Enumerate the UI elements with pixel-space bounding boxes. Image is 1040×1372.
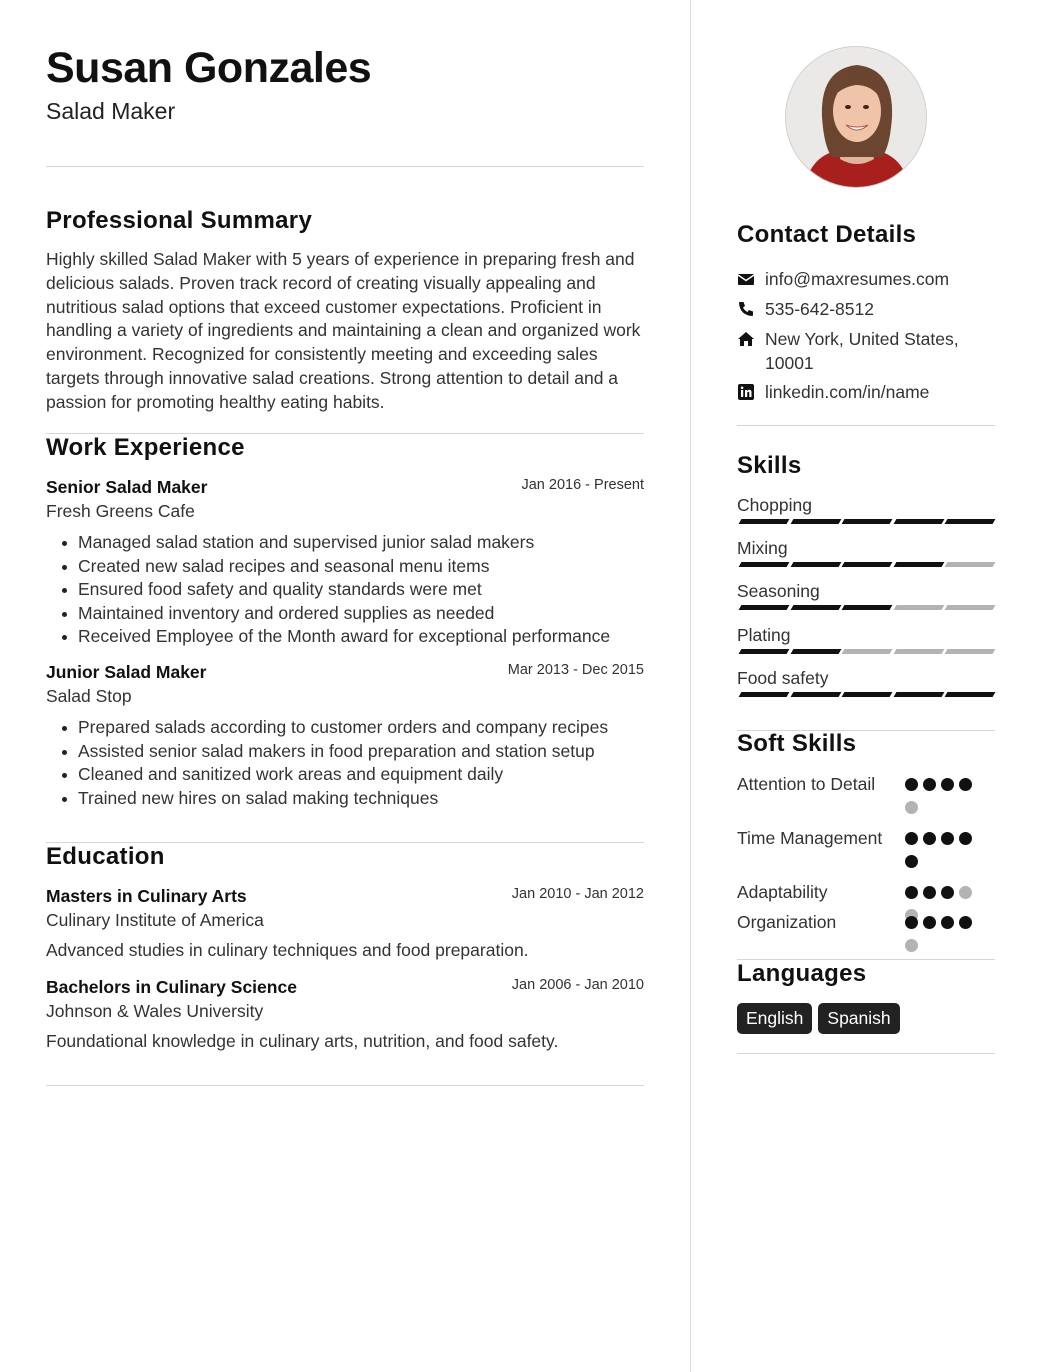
skill-segment [893, 692, 944, 697]
skill-item [737, 625, 995, 661]
skill-name: Seasoning [737, 581, 820, 601]
skill-level-bar [737, 562, 993, 568]
skill-segment [790, 649, 841, 654]
skill-segment [842, 692, 893, 697]
skill-segment [945, 692, 996, 697]
column-divider [690, 0, 691, 1372]
skill-name: Chopping [737, 495, 812, 515]
soft-skill-item [737, 827, 995, 873]
soft-skill-dot [905, 778, 918, 791]
soft-skill-dot [905, 886, 918, 899]
job-company: Fresh Greens Cafe [46, 501, 195, 521]
phone-text: 535-642-8512 [765, 299, 874, 319]
skill-level-bar [737, 692, 993, 698]
summary-text: Highly skilled Salad Maker with 5 years of experience in preparing fresh and delicious salads. Proven track record of creating visually appealing and nutritious salad options that exceed customer expectations. Proficient in handling a variety of ingredients and maintaining a clean and organized work environment. Recognized for consistently meeting and exceeding sales targets through innovative salad creations. Strong attention to detail and a passion for promoting healthy eating habits. [46, 249, 641, 412]
soft-skill-dot [959, 916, 972, 929]
skills-title: Skills [737, 452, 802, 479]
envelope-icon [737, 270, 755, 288]
skill-name: Food safety [737, 668, 829, 688]
job-title: Senior Salad Maker [46, 477, 208, 497]
skill-segment [893, 519, 944, 524]
contact-email[interactable] [737, 268, 995, 292]
job-company: Salad Stop [46, 686, 132, 706]
address-text: New York, United States, 10001 [765, 329, 959, 373]
skill-segment [790, 562, 841, 567]
soft-skill-dot [941, 778, 954, 791]
soft-skill-dot [905, 855, 918, 868]
skill-segment [739, 692, 790, 697]
profile-photo [785, 46, 927, 188]
languages-title: Languages [737, 960, 867, 987]
skill-segment [893, 649, 944, 654]
soft-skill-dot [923, 832, 936, 845]
experience-title: Work Experience [46, 434, 245, 461]
job-entry [46, 477, 644, 647]
education-entry [46, 977, 644, 1057]
skill-segment [842, 649, 893, 654]
skill-segment [739, 605, 790, 610]
job-dates: Jan 2016 - Present [521, 477, 644, 493]
soft-skill-dot [959, 886, 972, 899]
skill-item [737, 668, 995, 704]
header-divider [46, 166, 644, 167]
list-item: Cleaned and sanitized work areas and equipment daily [78, 763, 644, 787]
job-bullets [78, 716, 644, 810]
skill-segment [945, 605, 996, 610]
soft-skill-dot [959, 832, 972, 845]
soft-skill-dot [959, 778, 972, 791]
contact-title: Contact Details [737, 221, 917, 248]
job-bullets [78, 531, 644, 649]
education-divider [46, 1085, 644, 1086]
degree-title: Bachelors in Culinary Science [46, 977, 297, 997]
skill-segment [739, 649, 790, 654]
skill-segment [893, 605, 944, 610]
school-name: Culinary Institute of America [46, 910, 264, 930]
education-description: Advanced studies in culinary techniques and food preparation. [46, 940, 529, 960]
skill-segment [945, 519, 996, 524]
home-icon [737, 330, 755, 348]
soft-skill-dot [923, 778, 936, 791]
contact-address [737, 328, 995, 376]
education-description: Foundational knowledge in culinary arts, nutrition, and food safety. [46, 1031, 559, 1051]
skill-segment [842, 562, 893, 567]
soft-skill-item [737, 881, 995, 905]
soft-skill-dot [923, 916, 936, 929]
skill-item [737, 495, 995, 531]
candidate-role: Salad Maker [46, 98, 176, 124]
school-name: Johnson & Wales University [46, 1001, 264, 1021]
soft-skill-name: Attention to Detail [737, 774, 876, 794]
skill-level-bar [737, 605, 993, 611]
skill-item [737, 538, 995, 574]
skill-name: Plating [737, 625, 791, 645]
soft-skill-dot [923, 886, 936, 899]
skill-segment [739, 562, 790, 567]
job-entry [46, 662, 644, 812]
list-item: Created new salad recipes and seasonal menu items [78, 555, 644, 579]
skill-segment [790, 692, 841, 697]
list-item: Prepared salads according to customer orders and company recipes [78, 716, 644, 740]
soft-skill-dot [941, 886, 954, 899]
soft-skills-title: Soft Skills [737, 730, 857, 757]
soft-skill-dot [905, 939, 918, 952]
skill-item [737, 581, 995, 617]
skill-name: Mixing [737, 538, 788, 558]
skill-segment [842, 605, 893, 610]
education-entry [46, 886, 644, 966]
summary-title: Professional Summary [46, 207, 313, 234]
skill-segment [790, 605, 841, 610]
language-badge: English [737, 1003, 812, 1034]
language-badge: Spanish [818, 1003, 899, 1034]
skill-level-bar [737, 649, 993, 655]
phone-icon [737, 300, 755, 318]
soft-skill-item [737, 911, 995, 957]
job-dates: Mar 2013 - Dec 2015 [507, 662, 644, 678]
languages-divider [737, 1053, 995, 1054]
linkedin-icon [737, 383, 755, 401]
soft-skill-dot [941, 832, 954, 845]
soft-skill-item [737, 773, 995, 819]
skill-segment [945, 562, 996, 567]
skill-segment [790, 519, 841, 524]
soft-skill-dot [905, 916, 918, 929]
skill-segment [739, 519, 790, 524]
education-dates: Jan 2010 - Jan 2012 [511, 886, 644, 902]
skill-segment [945, 649, 996, 654]
list-item: Assisted senior salad makers in food preparation and station setup [78, 740, 644, 764]
soft-skill-dot [941, 916, 954, 929]
list-item: Trained new hires on salad making techniques [78, 787, 644, 811]
education-dates: Jan 2006 - Jan 2010 [511, 977, 644, 993]
degree-title: Masters in Culinary Arts [46, 886, 247, 906]
list-item: Ensured food safety and quality standards were met [78, 578, 644, 602]
language-badges [737, 1003, 900, 1034]
education-title: Education [46, 843, 165, 870]
soft-skill-name: Organization [737, 912, 837, 932]
contact-divider [737, 425, 995, 426]
job-title: Junior Salad Maker [46, 662, 207, 682]
soft-skill-dot [905, 801, 918, 814]
contact-linkedin[interactable] [737, 381, 995, 405]
skill-level-bar [737, 519, 993, 525]
soft-skill-dot [905, 832, 918, 845]
soft-skill-name: Time Management [737, 828, 883, 848]
skill-segment [893, 562, 944, 567]
skill-segment [842, 519, 893, 524]
list-item: Maintained inventory and ordered supplies as needed [78, 602, 644, 626]
soft-skill-name: Adaptability [737, 882, 828, 902]
list-item: Managed salad station and supervised junior salad makers [78, 531, 644, 555]
contact-phone[interactable] [737, 298, 995, 322]
email-text: info@maxresumes.com [765, 269, 950, 289]
list-item: Received Employee of the Month award for exceptional performance [78, 625, 644, 649]
linkedin-text: linkedin.com/in/name [765, 382, 930, 402]
candidate-name: Susan Gonzales [46, 44, 372, 92]
